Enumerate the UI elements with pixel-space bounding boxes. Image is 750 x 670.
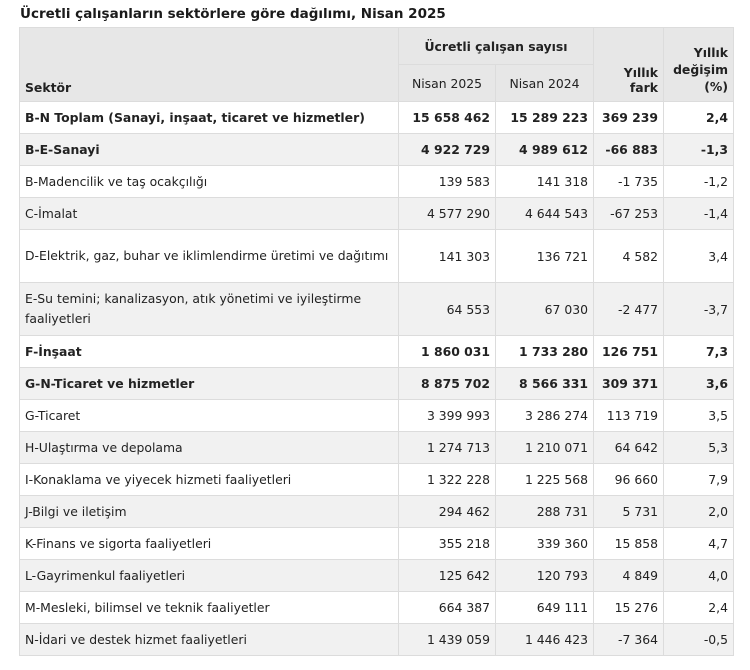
table-row [20, 230, 734, 283]
sector-name: C-İmalat [20, 198, 399, 230]
annual-change-pct: 2,0 [664, 496, 734, 528]
value-2025: 3 399 993 [399, 400, 496, 432]
sector-name: M-Mesleki, bilimsel ve teknik faaliyetler [20, 592, 399, 624]
value-2024: 1 225 568 [496, 464, 594, 496]
annual-difference: 15 276 [594, 592, 664, 624]
annual-difference: -66 883 [594, 134, 664, 166]
table-row [20, 368, 734, 400]
sector-name: J-Bilgi ve iletişim [20, 496, 399, 528]
value-2025: 4 577 290 [399, 198, 496, 230]
value-2025: 1 439 059 [399, 624, 496, 656]
table-row [20, 496, 734, 528]
sector-name: F-İnşaat [20, 336, 399, 368]
table-row [20, 166, 734, 198]
value-2025: 141 303 [399, 230, 496, 283]
annual-change-pct: 2,4 [664, 592, 734, 624]
annual-difference: -7 364 [594, 624, 664, 656]
value-2025: 125 642 [399, 560, 496, 592]
header-annual-change [664, 28, 734, 102]
annual-difference: 96 660 [594, 464, 664, 496]
header-pct-line3: (%) [704, 79, 728, 94]
annual-change-pct: 3,5 [664, 400, 734, 432]
annual-difference: 113 719 [594, 400, 664, 432]
sector-name: N-İdari ve destek hizmet faaliyetleri [20, 624, 399, 656]
value-2024: 15 289 223 [496, 102, 594, 134]
value-2025: 4 922 729 [399, 134, 496, 166]
value-2024: 67 030 [496, 283, 594, 336]
value-2024: 1 733 280 [496, 336, 594, 368]
table-row [20, 400, 734, 432]
sector-name: B-Madencilik ve taş ocakçılığı [20, 166, 399, 198]
header-employee-count: Ücretli çalışan sayısı [399, 28, 594, 65]
annual-difference: 126 751 [594, 336, 664, 368]
table-row [20, 432, 734, 464]
annual-change-pct: 4,7 [664, 528, 734, 560]
header-diff-line2: fark [629, 80, 658, 95]
annual-change-pct: 7,3 [664, 336, 734, 368]
value-2024: 8 566 331 [496, 368, 594, 400]
header-pct-line2: değişim [673, 62, 728, 77]
sector-name: H-Ulaştırma ve depolama [20, 432, 399, 464]
value-2025: 664 387 [399, 592, 496, 624]
value-2025: 64 553 [399, 283, 496, 336]
sector-name: K-Finans ve sigorta faaliyetleri [20, 528, 399, 560]
annual-change-pct: 3,4 [664, 230, 734, 283]
annual-change-pct: 3,6 [664, 368, 734, 400]
value-2025: 355 218 [399, 528, 496, 560]
sector-name: I-Konaklama ve yiyecek hizmeti faaliyetleri [20, 464, 399, 496]
annual-change-pct: 7,9 [664, 464, 734, 496]
header-sector: Sektör [20, 28, 399, 102]
annual-change-pct: 5,3 [664, 432, 734, 464]
annual-difference: -67 253 [594, 198, 664, 230]
value-2024: 4 989 612 [496, 134, 594, 166]
value-2025: 1 274 713 [399, 432, 496, 464]
value-2025: 15 658 462 [399, 102, 496, 134]
annual-change-pct: -1,4 [664, 198, 734, 230]
annual-change-pct: -0,5 [664, 624, 734, 656]
value-2025: 139 583 [399, 166, 496, 198]
sector-employment-table [19, 27, 734, 656]
sector-name: L-Gayrimenkul faaliyetleri [20, 560, 399, 592]
value-2024: 1 210 071 [496, 432, 594, 464]
value-2025: 8 875 702 [399, 368, 496, 400]
table-row [20, 134, 734, 166]
header-april-2025: Nisan 2025 [399, 65, 496, 102]
table-row [20, 528, 734, 560]
value-2025: 1 860 031 [399, 336, 496, 368]
value-2024: 4 644 543 [496, 198, 594, 230]
value-2025: 1 322 228 [399, 464, 496, 496]
annual-change-pct: -1,3 [664, 134, 734, 166]
annual-difference: 309 371 [594, 368, 664, 400]
annual-difference: 369 239 [594, 102, 664, 134]
annual-difference: 64 642 [594, 432, 664, 464]
header-april-2024: Nisan 2024 [496, 65, 594, 102]
value-2024: 120 793 [496, 560, 594, 592]
sector-name: G-Ticaret [20, 400, 399, 432]
table-row [20, 198, 734, 230]
annual-difference: 15 858 [594, 528, 664, 560]
annual-difference: 4 849 [594, 560, 664, 592]
sector-name: B-N Toplam (Sanayi, inşaat, ticaret ve hizmetler) [20, 102, 399, 134]
sector-name: B-E-Sanayi [20, 134, 399, 166]
annual-difference: 4 582 [594, 230, 664, 283]
header-annual-difference [594, 28, 664, 102]
annual-change-pct: -1,2 [664, 166, 734, 198]
value-2024: 141 318 [496, 166, 594, 198]
value-2024: 288 731 [496, 496, 594, 528]
value-2024: 3 286 274 [496, 400, 594, 432]
sector-name: G-N-Ticaret ve hizmetler [20, 368, 399, 400]
sector-name: D-Elektrik, gaz, buhar ve iklimlendirme üretimi ve dağıtımı [20, 230, 399, 283]
value-2025: 294 462 [399, 496, 496, 528]
annual-change-pct: -3,7 [664, 283, 734, 336]
annual-difference: -2 477 [594, 283, 664, 336]
sector-name: E-Su temini; kanalizasyon, atık yönetimi ve iyileştirme faaliyetleri [20, 283, 399, 336]
table-title: Ücretli çalışanların sektörlere göre dağılımı, Nisan 2025 [20, 6, 446, 22]
value-2024: 649 111 [496, 592, 594, 624]
value-2024: 339 360 [496, 528, 594, 560]
annual-change-pct: 2,4 [664, 102, 734, 134]
annual-change-pct: 4,0 [664, 560, 734, 592]
table-row [20, 102, 734, 134]
value-2024: 1 446 423 [496, 624, 594, 656]
table-row [20, 464, 734, 496]
header-diff-line1: Yıllık [623, 65, 658, 80]
value-2024: 136 721 [496, 230, 594, 283]
annual-difference: -1 735 [594, 166, 664, 198]
table-row [20, 624, 734, 656]
table-row [20, 283, 734, 336]
table-row [20, 592, 734, 624]
table-row [20, 336, 734, 368]
annual-difference: 5 731 [594, 496, 664, 528]
table-row [20, 560, 734, 592]
header-pct-line1: Yıllık [693, 45, 728, 60]
